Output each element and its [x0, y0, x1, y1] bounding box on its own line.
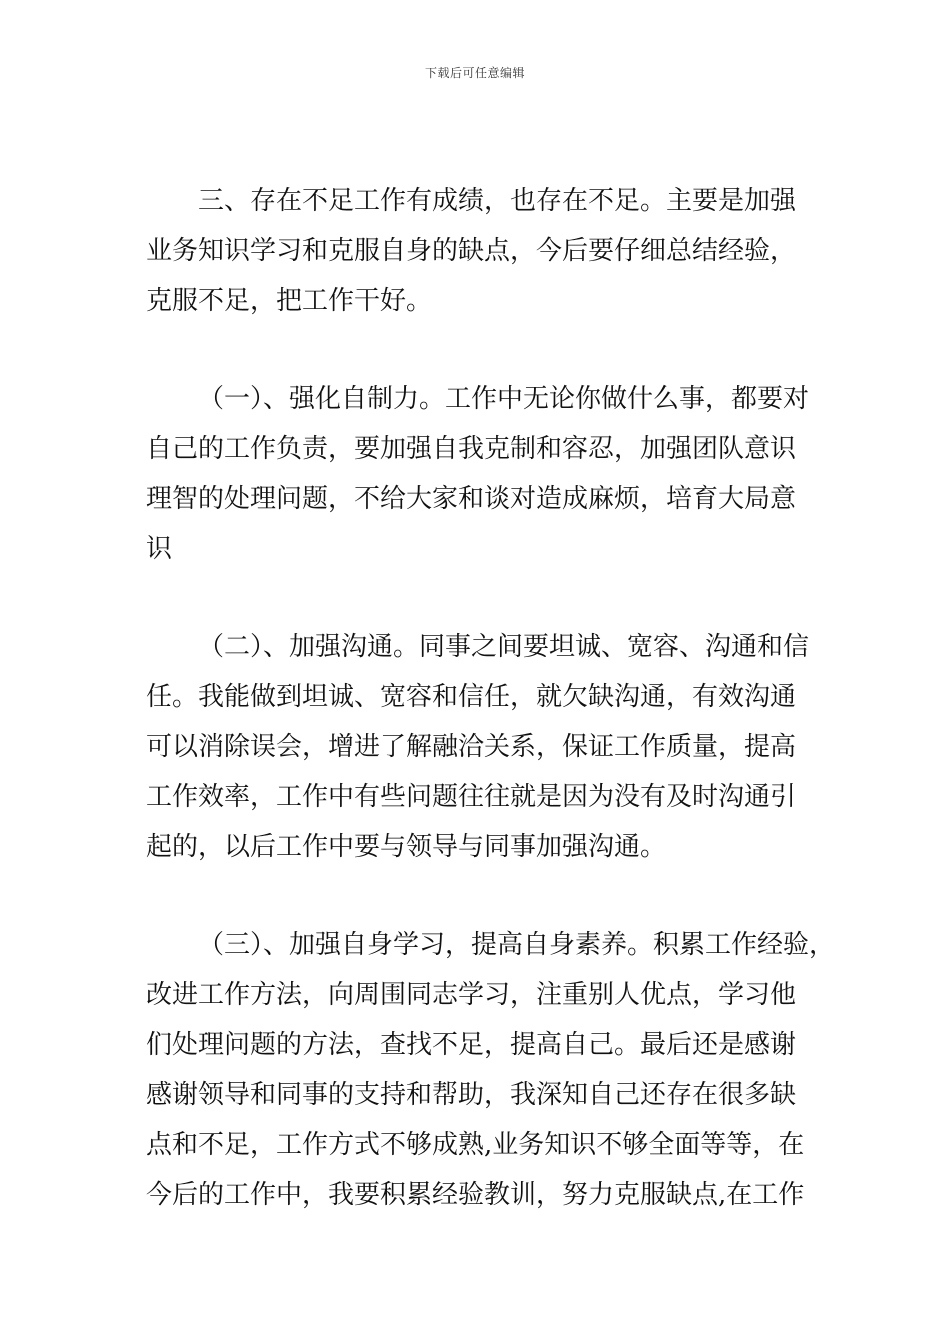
text-line: 业务知识学习和克服自身的缺点，今后要仔细总结经验，: [146, 236, 797, 266]
text-line: 感谢领导和同事的支持和帮助，我深知自己还存在很多缺: [146, 1080, 797, 1110]
paragraph-item-three: [146, 920, 836, 1220]
header-note: 下载后可任意编辑: [424, 66, 525, 80]
text-line: 克服不足，把工作干好。: [146, 286, 433, 316]
text-line: 识: [146, 534, 173, 564]
paragraph-section-three: [146, 176, 814, 326]
text-line: 点和不足，工作方式不够成熟,业务知识不够全面等等，在: [146, 1130, 805, 1160]
text-line: 任。我能做到坦诚、宽容和信任，就欠缺沟通，有效沟通: [146, 682, 797, 712]
text-line: 三、存在不足工作有成绩，也存在不足。主要是加强: [198, 186, 797, 216]
text-line: 起的，以后工作中要与领导与同事加强沟通。: [146, 832, 667, 862]
text-line: （一）、强化自制力。工作中无论你做什么事，都要对: [198, 384, 810, 414]
text-line: 自己的工作负责，要加强自我克制和容忍，加强团队意识: [146, 434, 797, 464]
text-line: 工作效率，工作中有些问题往往就是因为没有及时沟通引: [146, 782, 797, 812]
text-line: 今后的工作中，我要积累经验教训，努力克服缺点,在工作: [146, 1180, 805, 1210]
paragraph-item-one: [146, 374, 814, 574]
text-line: （三）、加强自身学习，提高自身素养。积累工作经验，: [198, 930, 836, 960]
paragraph-item-two: [146, 622, 814, 872]
document-body: [146, 176, 836, 1268]
text-line: 理智的处理问题，不给大家和谈对造成麻烦，培育大局意: [146, 484, 797, 514]
text-line: 可以消除误会，增进了解融洽关系，保证工作质量，提高: [146, 732, 797, 762]
text-line: 改进工作方法，向周围同志学习，注重别人优点，学习他: [146, 980, 797, 1010]
text-line: 们处理问题的方法，查找不足，提高自己。最后还是感谢: [146, 1030, 797, 1060]
text-line: （二）、加强沟通。同事之间要坦诚、宽容、沟通和信: [198, 632, 810, 662]
